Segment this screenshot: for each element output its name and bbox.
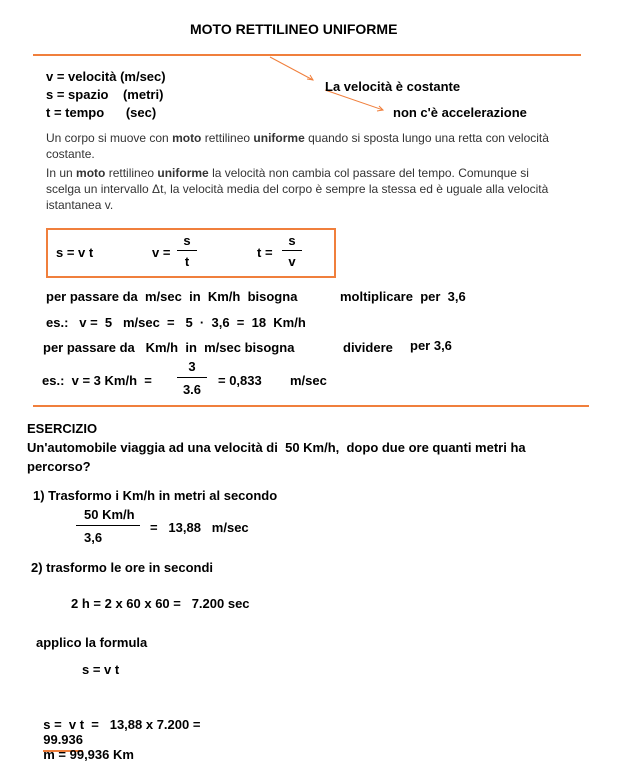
exercise-question-line1: Un'automobile viaggia ad una velocità di 50 Km/h, dopo due ore quanti metri ha [27, 440, 526, 455]
paragraph-property: In un moto rettilineo uniforme la velocità non cambia col passare del tempo. Comunque si scelga un intervallo Δt, la velocità media del corpo è sempre la stessa ed è uguale alla velocità istantanea v. [46, 166, 549, 212]
definition-time: t = tempo (sec) [46, 105, 157, 120]
conversion-rule-multiply-op: moltiplicare per 3,6 [340, 289, 466, 304]
conversion-rule-divide-op: dividere [343, 340, 393, 355]
formula-velocity-fraction [177, 233, 197, 269]
conversion-example-multiply: es.: v = 5 m/sec = 5 · 3,6 = 18 Km/h [46, 315, 306, 330]
step1-label: 1) Trasformo i Km/h in metri al secondo [33, 488, 278, 503]
formula-time-fraction [282, 233, 302, 269]
step1-num: 50 Km/h [84, 507, 135, 522]
step3-label: applico la formula [36, 635, 148, 650]
conversion-example-divide-den: 3.6 [182, 382, 202, 397]
conversion-example-divide-result: = 0,833 [218, 373, 262, 388]
exercise-question-line2: percorso? [27, 459, 91, 474]
exercise-heading: ESERCIZIO [27, 421, 98, 436]
step2-label: 2) trasformo le ore in secondi [31, 560, 214, 575]
step1-fraction [76, 507, 140, 545]
formula-time-den: v [288, 254, 296, 269]
page-title: MOTO RETTILINEO UNIFORME [190, 21, 398, 37]
step1-den: 3,6 [84, 530, 103, 545]
result-lhs: s = v t = 13,88 x 7.200 = [43, 717, 201, 732]
formula-time-num: s [288, 233, 296, 248]
divider-bottom [33, 405, 589, 407]
definition-space: s = spazio (metri) [46, 87, 164, 102]
definition-velocity: v = velocità (m/sec) [46, 69, 166, 84]
result-km: m = 99,936 Km [43, 747, 134, 762]
result-meters: 99.936 [43, 732, 83, 752]
step3-formula: s = v t [82, 662, 120, 677]
step1-result: = 13,88 m/sec [150, 520, 249, 535]
formula-space: s = v t [56, 245, 94, 260]
formula-velocity-den: t [184, 254, 190, 269]
formula-velocity-num: s [183, 233, 191, 248]
result-line [36, 702, 200, 762]
step2-calculation: 2 h = 2 x 60 x 60 = 7.200 sec [71, 596, 250, 611]
conversion-rule-divide-factor: per 3,6 [410, 338, 452, 353]
paragraph-definition: Un corpo si muove con moto rettilineo uniforme quando si sposta lungo una retta con velocità costante. [46, 131, 549, 161]
note-constant-velocity: La velocità è costante [325, 79, 461, 94]
formula-velocity-lhs: v = [152, 245, 171, 260]
conversion-example-divide-fraction [177, 359, 207, 397]
note-no-acceleration: non c'è accelerazione [393, 105, 527, 120]
conversion-example-divide-lhs: es.: v = 3 Km/h = [42, 373, 152, 388]
conversion-example-divide-num: 3 [188, 359, 196, 374]
formula-time-lhs: t = [257, 245, 273, 260]
conversion-example-divide-unit: m/sec [290, 373, 327, 388]
conversion-rule-divide: per passare da Km/h in m/sec bisogna [43, 340, 295, 355]
conversion-rule-multiply: per passare da m/sec in Km/h bisogna [46, 289, 298, 304]
